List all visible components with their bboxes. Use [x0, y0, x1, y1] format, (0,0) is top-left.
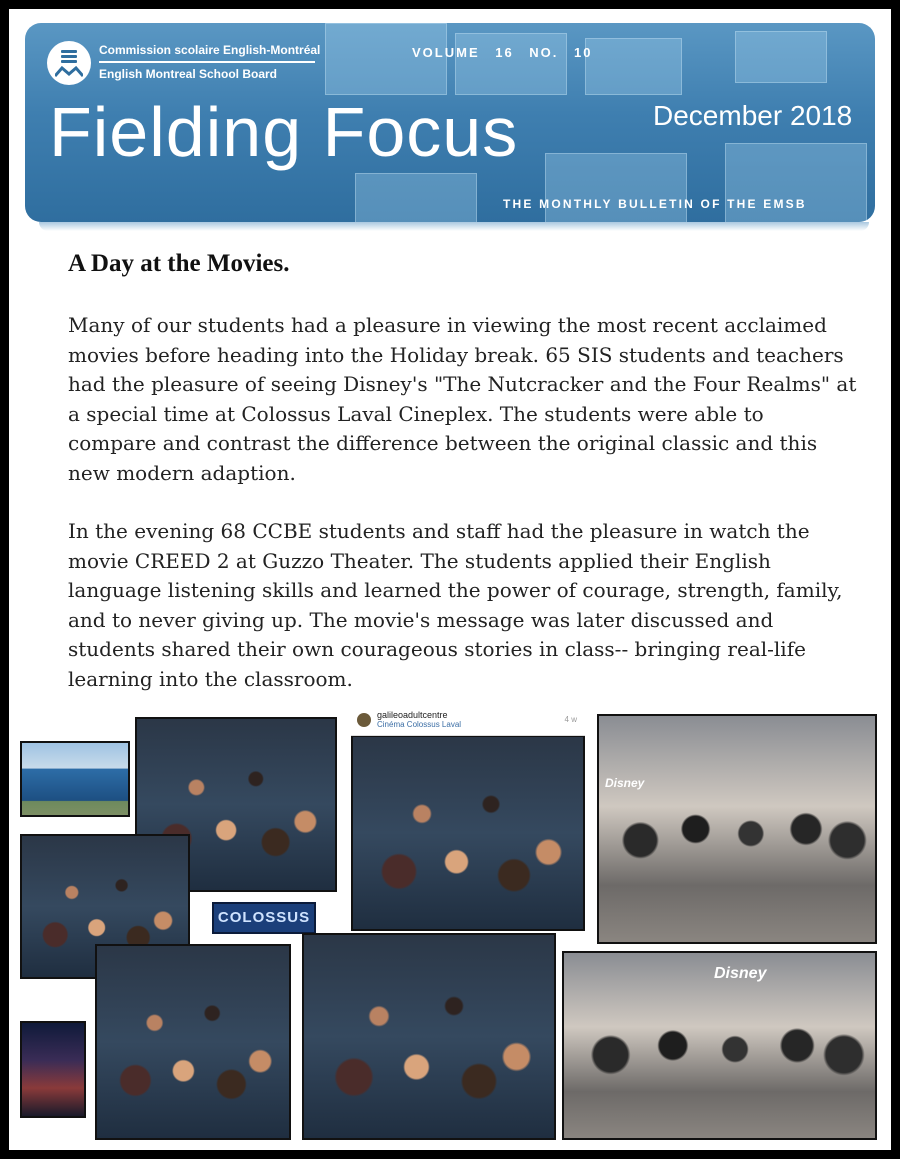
- photo-group-lobby: [597, 714, 877, 944]
- colossus-sign: COLOSSUS: [212, 902, 316, 934]
- instagram-header: [351, 707, 585, 736]
- photo-cinema-building: [20, 741, 130, 817]
- issue-date: December 2018: [653, 100, 853, 131]
- photo-students-theater: [95, 944, 291, 1140]
- org-divider: [99, 61, 315, 63]
- photo-instagram-post: [351, 735, 585, 931]
- banner-shadow: [39, 222, 869, 231]
- newsletter-page: [9, 9, 891, 1150]
- photo-students-theater: [302, 933, 556, 1140]
- volume-number: VOLUME 16 NO. 10: [412, 45, 593, 60]
- instagram-location: Cinéma Colossus Laval: [377, 720, 462, 729]
- header-banner: [25, 23, 875, 222]
- org-name-french: Commission scolaire English-Montréal: [99, 43, 321, 57]
- emsb-logo-icon: [47, 41, 91, 85]
- instagram-timestamp: 4 w: [564, 715, 577, 724]
- newsletter-title: Fielding Focus: [49, 93, 519, 171]
- article-paragraph: Many of our students had a pleasure in viewing the most recent acclaimed movies before heading into the Holiday break. 65 SIS students and teachers had the pleasure of seeing Disney's "The Nutcracker and the Four Realms" at a special time at Colossus Laval Cineplex. The students were able to compare and contrast the difference between the original classic and this new modern adaption.: [68, 313, 857, 485]
- article-paragraph: In the evening 68 CCBE students and staff had the pleasure in watch the movie CREED 2 at Guzzo Theater. The students applied their English language listening skills and learned the power of courage, strength, family, and to never giving up. The movie's message was later discussed and students shared their own courageous stories in class-- bringing real-life learning into the classroom.: [68, 519, 843, 691]
- article-headline: A Day at the Movies.: [68, 250, 290, 277]
- photo-nutcracker-poster: [20, 1021, 86, 1118]
- org-name-english: English Montreal School Board: [99, 67, 278, 81]
- newsletter-tagline: THE MONTHLY BULLETIN OF THE EMSB: [503, 197, 807, 211]
- instagram-username: galileoadultcentre: [377, 710, 448, 720]
- avatar: [357, 713, 371, 727]
- disney-logo: Disney: [714, 965, 767, 982]
- photo-group-lobby: [562, 951, 877, 1140]
- disney-logo: Disney: [605, 776, 645, 790]
